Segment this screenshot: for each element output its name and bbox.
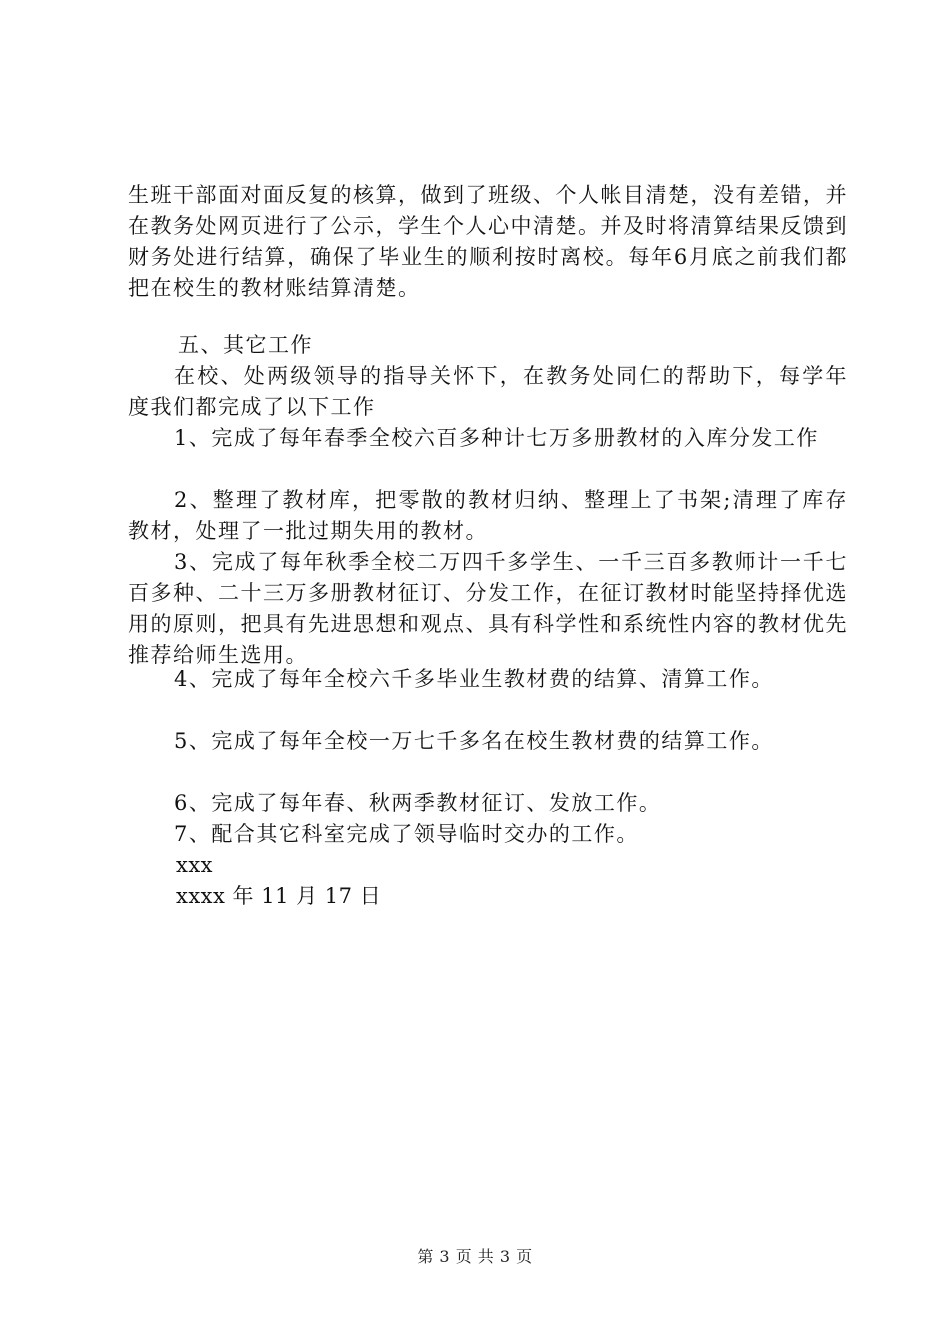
list-item: 6、完成了每年春、秋两季教材征订、发放工作。 [174,791,662,815]
list-item: 1、完成了每年春季全校六百多种计七万多册教材的入库分发工作 [174,426,819,450]
page-number-footer: 第 3 页 共 3 页 [417,1247,533,1266]
section-heading: 五、其它工作 [178,333,313,357]
list-item: 2、整理了教材库，把零散的教材归纳、整理上了书架;清理了库存教材，处理了一批过期失用的教材。 [128,488,848,543]
section-intro-paragraph: 在校、处两级领导的指导关怀下，在教务处同仁的帮助下，每学年度我们都完成了以下工作 [128,364,848,419]
signature-name: xxx [176,853,214,877]
signature-date: xxxx 年 11 月 17 日 [176,884,382,908]
list-item: 4、完成了每年全校六千多毕业生教材费的结算、清算工作。 [174,667,774,691]
list-item: 7、配合其它科室完成了领导临时交办的工作。 [174,822,639,846]
list-item: 3、完成了每年秋季全校二万四千多学生、一千三百多教师计一千七百多种、二十三万多册教材征订、分发工作，在征订教材时能坚持择优选用的原则，把具有先进思想和观点、具有科学性和系统性内容的教材优先推荐给师生选用。 [128,550,848,667]
list-item: 5、完成了每年全校一万七千多名在校生教材费的结算工作。 [174,729,774,753]
intro-paragraph: 生班干部面对面反复的核算，做到了班级、个人帐目清楚，没有差错，并在教务处网页进行了公示，学生个人心中清楚。并及时将清算结果反馈到财务处进行结算，确保了毕业生的顺利按时离校。每年6月底之前我们都把在校生的教材账结算清楚。 [128,183,848,300]
